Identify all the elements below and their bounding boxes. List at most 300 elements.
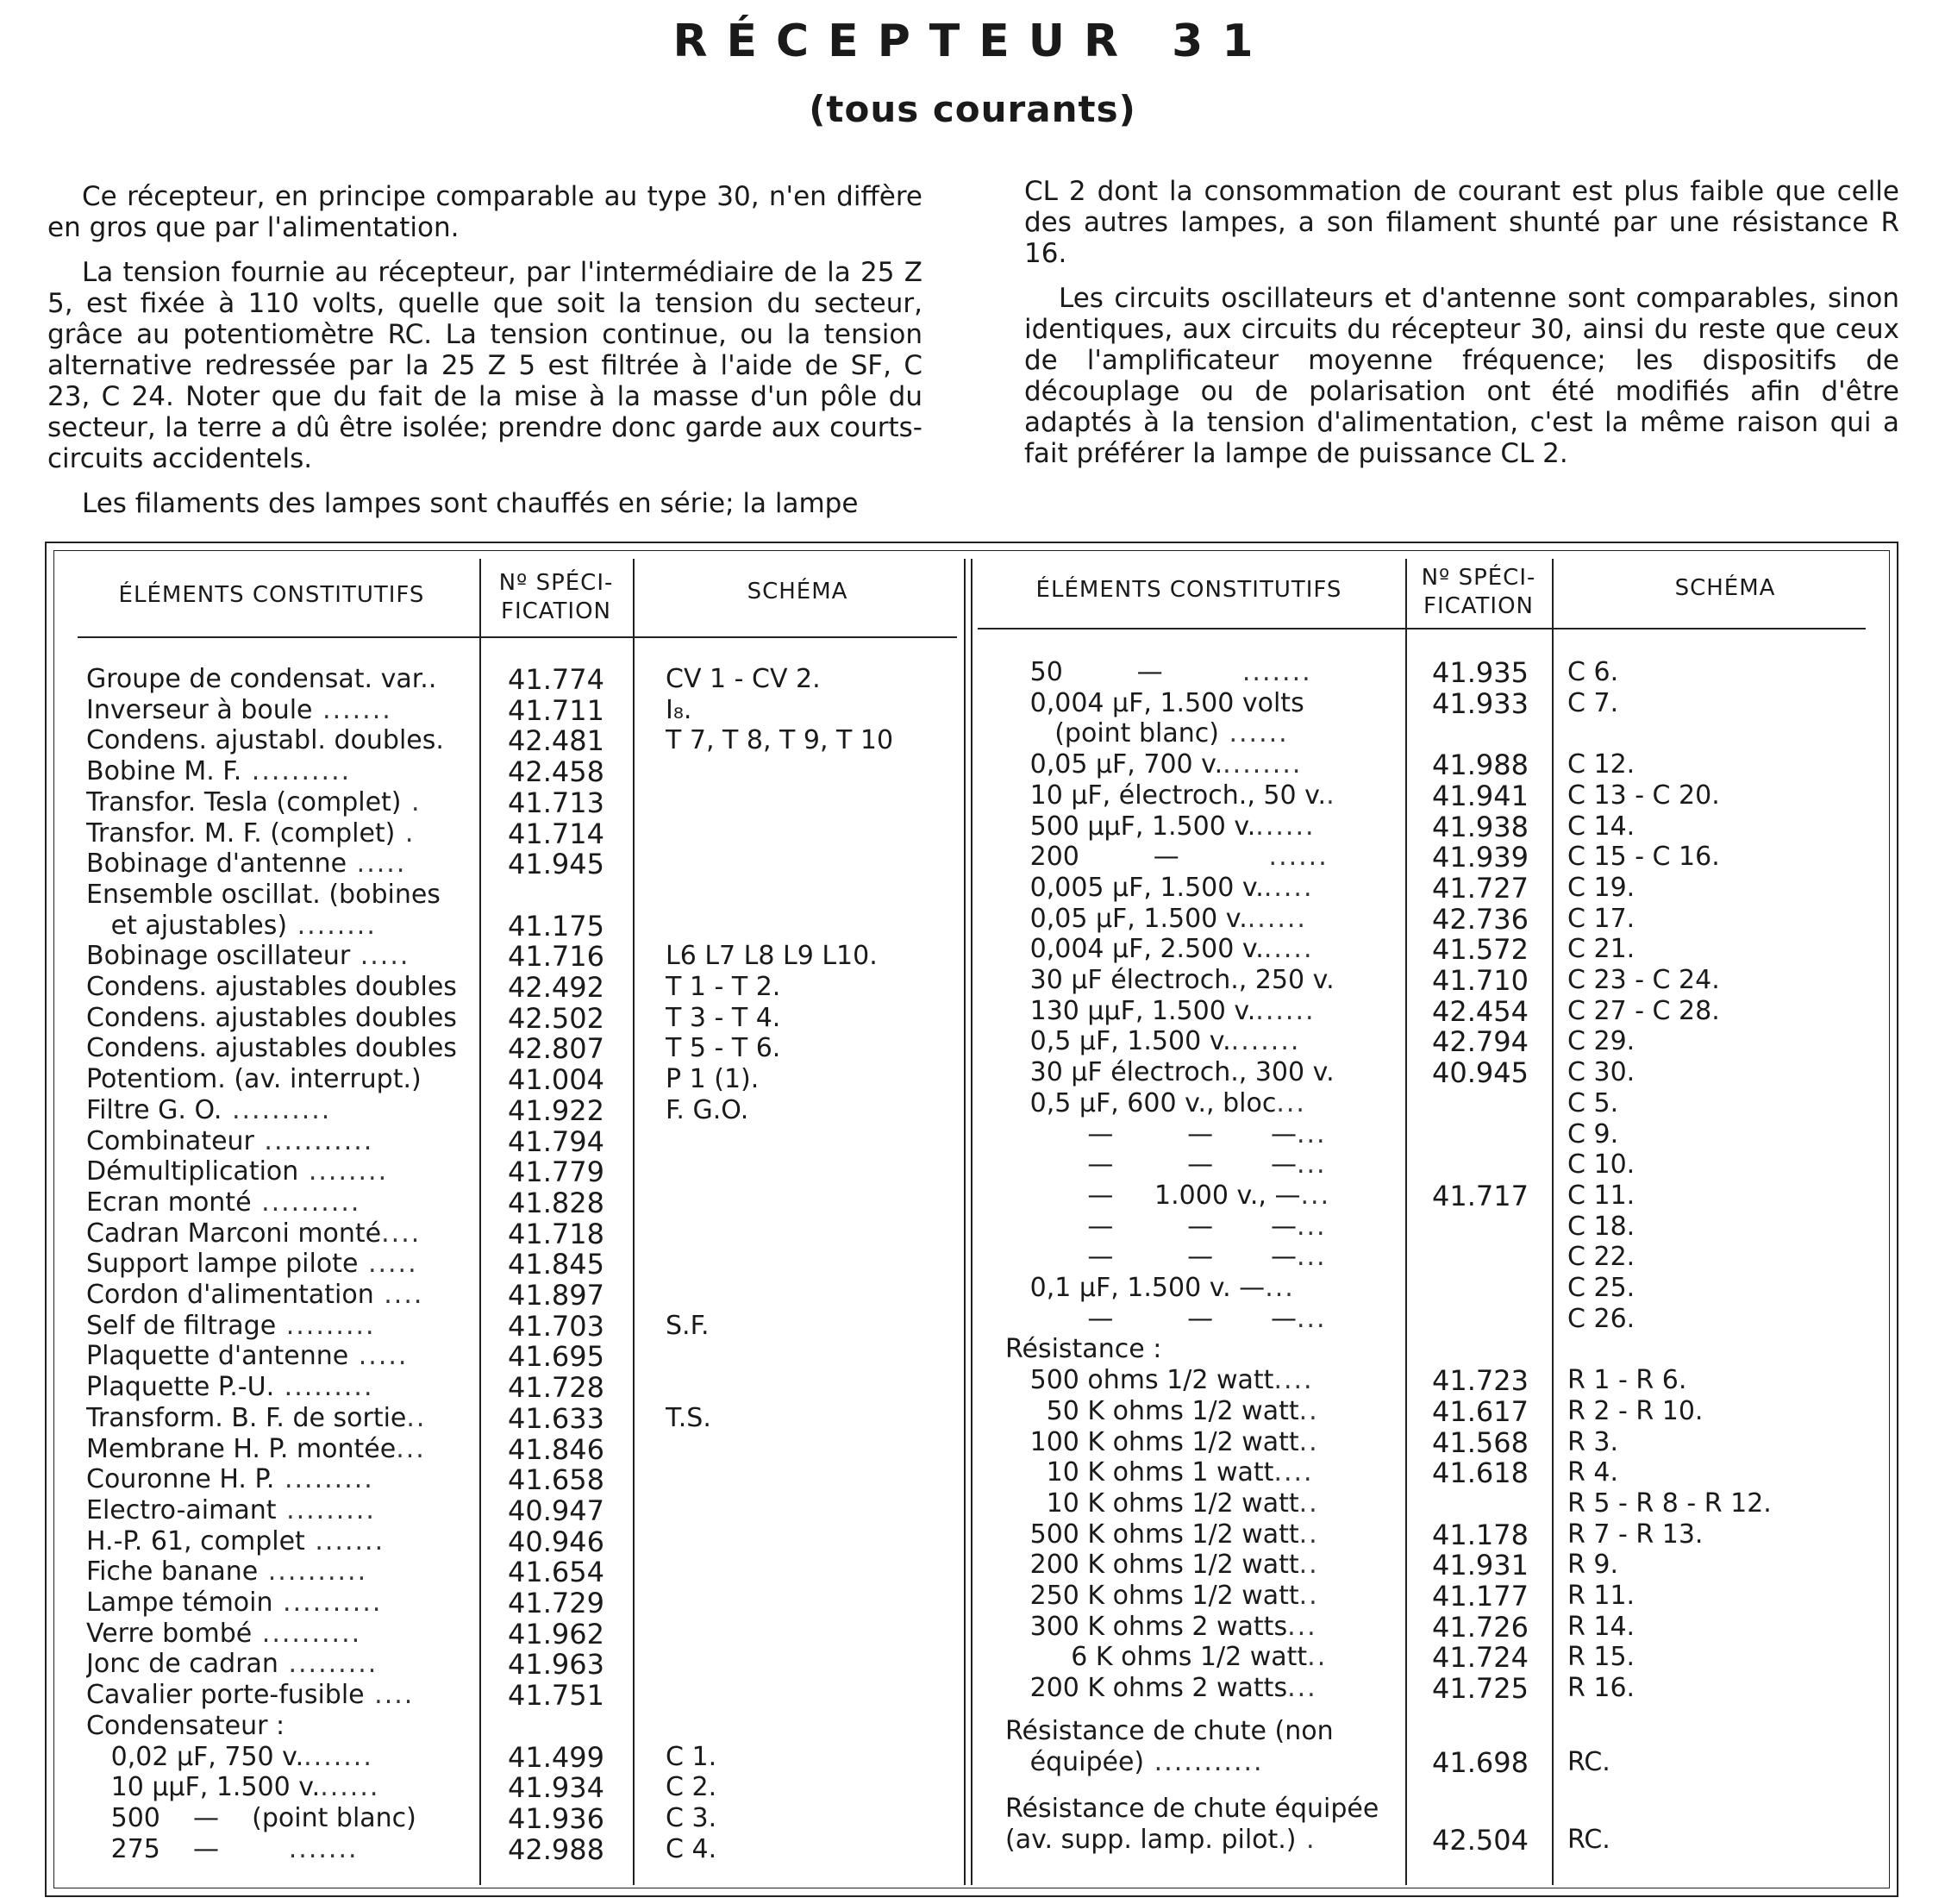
component-label: Bobinage oscillateur [86,941,351,972]
schema-ref: T 7, T 8, T 9, T 10 [666,725,894,756]
component-label: 0,1 μF, 1.500 v. — [1005,1273,1266,1303]
spec-number: 41.633 [508,1402,604,1434]
column-divider [964,559,966,1885]
component-name [86,1742,478,1773]
schema-ref: C 23 - C 24. [1567,965,1720,995]
table-row [1005,1242,1885,1273]
spec-number: 41.724 [1432,1642,1529,1674]
leader-dots: .. [1307,1642,1328,1673]
component-label: 6 K ohms 1/2 watt [1005,1642,1308,1673]
leader-dots: . [1296,1824,1316,1855]
leader-dots: ...... [1179,842,1329,873]
spec-number: 41.846 [508,1433,604,1465]
component-name [86,1156,478,1187]
component-name [1005,1365,1404,1396]
schema-ref: I₈. [666,694,692,725]
component-name [1005,1642,1404,1673]
component-name [1005,1181,1404,1212]
table-row [1005,718,1885,749]
table-row [1005,1149,1885,1181]
component-name [86,1187,478,1218]
component-label: — — — [1005,1303,1297,1334]
table-row [1005,1365,1885,1396]
component-label: 0,5 μF, 600 v., bloc [1005,1087,1277,1118]
components-table-left [86,664,957,1871]
component-name [86,1311,478,1342]
page-title: RÉCEPTEUR 31 [672,16,1273,67]
schema-ref: C 14. [1567,811,1635,842]
header-rule-left [78,636,957,638]
component-name [1005,934,1404,965]
leader-dots: .......... [258,1556,368,1588]
component-label: 130 μμF, 1.500 v. [1005,995,1256,1026]
spec-number: 41.695 [508,1341,604,1373]
component-name [1005,1212,1404,1243]
component-name [86,1003,478,1034]
table-row [1005,688,1885,719]
component-name [86,1280,478,1311]
schema-ref: C 15 - C 16. [1567,842,1720,873]
table-row [86,1156,957,1187]
leader-dots: .......... [252,1618,362,1649]
component-name [1005,996,1404,1027]
component-name [86,1803,478,1834]
spec-number: 41.933 [1432,687,1529,719]
component-label: Transfor. M. F. (complet) [86,817,396,849]
component-name [86,1218,478,1250]
table-row [86,1064,957,1095]
table-row [86,1588,957,1619]
component-label: Démultiplication [86,1156,299,1187]
spec-number: 41.938 [1432,811,1529,842]
spec-number: 41.727 [1432,872,1529,904]
table-row [86,1280,957,1311]
component-label: Condensateur : [86,1710,285,1741]
schema-ref: C 1. [666,1741,717,1772]
table-row [86,1311,957,1342]
schema-ref: R 11. [1567,1581,1635,1611]
table-row [1005,873,1885,904]
schema-ref: T.S. [666,1402,711,1433]
table-row [86,1003,957,1034]
schema-ref: C 12. [1567,749,1635,780]
table-row [1005,1612,1885,1643]
table-row [86,1033,957,1064]
component-label: 0,005 μF, 1.500 v. [1005,872,1264,903]
table-row [1005,1794,1885,1863]
schema-ref: CV 1 - CV 2. [666,664,821,694]
component-label: Groupe de condensat. var.. [86,664,437,694]
component-name [86,880,478,911]
spec-number: 41.988 [1432,749,1529,781]
component-label: Condens. ajustables doubles [86,1033,457,1064]
schema-ref: C 7. [1567,687,1619,718]
component-label: Plaquette P.-U. [86,1372,275,1403]
leader-dots: ........ [287,910,377,941]
schema-ref: R 1 - R 6. [1567,1365,1687,1396]
schema-ref: S.F. [666,1310,710,1341]
leader-dots: .......... [222,1094,332,1125]
spec-number: 41.175 [508,910,604,942]
table-row [86,1403,957,1434]
table-row [86,1619,957,1650]
table-row [1005,657,1885,688]
component-name [86,1033,478,1064]
header-spec-line: Nº SPÉCI- [1421,565,1536,591]
spec-number: 42.504 [1432,1824,1529,1856]
spec-number: 41.939 [1432,842,1529,874]
table-row [86,1095,957,1126]
table-row [86,1434,957,1465]
component-name [1005,1427,1404,1458]
leader-dots: ... [1296,1242,1327,1273]
table-row [1005,1057,1885,1088]
component-label: 275 — [86,1833,220,1864]
table-row [1005,1119,1885,1150]
table-row [86,725,957,756]
component-name [86,849,478,880]
header-spec-line: Nº SPÉCI- [498,570,614,596]
table-row [1005,965,1885,996]
schema-ref: C 19. [1567,872,1635,903]
intro-column-right [1024,176,1899,483]
component-name [1005,1519,1404,1550]
component-name [1005,688,1404,719]
leader-dots: .. [1298,1426,1319,1457]
component-label: 0,5 μF, 1.500 v. [1005,1026,1231,1057]
component-name [86,911,478,942]
spec-number: 42.988 [508,1833,604,1865]
leader-dots: ... [1300,1180,1331,1211]
leader-dots: ...... [1247,903,1307,934]
component-name [86,756,478,787]
component-name [86,1526,478,1557]
component-name [1005,1149,1404,1181]
header-spec-line: FICATION [1423,593,1534,619]
header-elements-left: ÉLÉMENTS CONSTITUTIFS [118,582,425,608]
leader-dots: .... [381,1218,422,1249]
leader-dots: .......... [272,1588,383,1618]
schema-ref: C 25. [1567,1273,1635,1303]
spec-number: 41.178 [1432,1519,1529,1550]
component-label: 50 K ohms 1/2 watt [1005,1395,1299,1426]
table-row [86,1126,957,1157]
component-label: Bobinage d'antenne [86,849,347,880]
table-row [1005,1396,1885,1427]
intro-paragraph: Les circuits oscillateurs et d'antenne sont comparables, sinon identiques, aux circuits du récepteur 30, ainsi du reste que ceux de l'amplificateur moyenne fréquence; les dispositifs de découplage ou de polarisation ont été modifiés afin d'être adaptés à la tension d'alimentation, c'est la même raison qui a fait préférer la lampe de puissance CL 2. [1024,283,1899,469]
table-row [86,756,957,787]
table-row [86,1495,957,1526]
component-name [86,972,478,1003]
component-label: (av. supp. lamp. pilot.) [1005,1824,1297,1855]
schema-ref: R 9. [1567,1550,1619,1581]
table-row [1005,1181,1885,1212]
spec-number: 41.717 [1432,1180,1529,1212]
component-label: 0,004 μF, 1.500 volts [1005,687,1304,718]
leader-dots: .. [1298,1395,1319,1426]
component-label: Filtre G. O. [86,1094,222,1125]
leader-dots: ......... [278,1649,378,1680]
leader-dots: ... [1265,1273,1295,1303]
table-row [86,695,957,726]
spec-number: 41.004 [508,1064,604,1096]
component-label: 0,05 μF, 700 v. [1005,749,1223,780]
spec-number: 42.492 [508,972,604,1003]
component-label: Ensemble oscillat. (bobines [86,879,441,910]
spec-number: 41.718 [508,1218,604,1250]
spec-number: 41.713 [508,786,604,818]
table-row [1005,934,1885,965]
table-row [1005,996,1885,1027]
intro-paragraph: La tension fournie au récepteur, par l'intermédiaire de la 25 Z 5, est fixée à 110 volts, quelle que soit la tension du secteur, grâce au potentiomètre RC. La tension continue, ou la tension alternative redressée par la 25 Z 5 est filtrée à l'aide de SF, C 23, C 24. Noter que du fait de la mise à la masse d'un pôle du secteur, la terre a dû être isolée; prendre donc garde aux courts-circuits accidentels. [47,257,922,474]
component-name [1005,718,1404,749]
leader-dots: . [401,786,422,817]
component-name [86,818,478,849]
leader-dots: ....... [219,1833,359,1864]
component-name [86,1680,478,1711]
table-row [1005,1304,1885,1335]
spec-number: 41.794 [508,1125,604,1157]
schema-ref: R 2 - R 10. [1567,1395,1704,1426]
component-name [1005,1242,1404,1273]
spec-number: 42.807 [508,1033,604,1065]
component-label: H.-P. 61, complet [86,1525,305,1556]
spec-number: 41.963 [508,1649,604,1681]
table-row [86,1803,957,1834]
component-name [1005,811,1404,842]
component-label: Bobine M. F. [86,756,242,787]
leader-dots: .... [373,1280,424,1310]
schema-ref: T 3 - T 4. [666,1002,781,1033]
component-label: Cadran Marconi monté [86,1218,382,1249]
header-spec-left [485,569,628,626]
schema-ref: C 9. [1567,1118,1619,1149]
component-name [86,1588,478,1619]
component-name [1005,842,1404,873]
leader-dots: ........... [1144,1746,1264,1777]
component-name [86,664,478,695]
component-label: Couronne H. P. [86,1464,275,1495]
component-name [86,941,478,972]
component-name [1005,873,1404,904]
leader-dots: ... [1287,1611,1317,1642]
spec-number: 42.502 [508,1002,604,1034]
component-name [1005,1612,1404,1643]
component-name [1005,904,1404,935]
component-label: (point blanc) [1005,718,1219,749]
leader-dots: .. [406,1402,427,1433]
component-name [1005,657,1404,688]
table-row [1005,1581,1885,1612]
leader-dots: ........ [1223,749,1303,780]
spec-number: 41.922 [508,1094,604,1126]
schema-ref: RC. [1567,1746,1610,1777]
spec-number: 41.931 [1432,1550,1529,1581]
schema-ref: C 27 - C 28. [1567,995,1720,1026]
table-row [1005,842,1885,873]
page-subtitle: (tous courants) [809,88,1136,130]
leader-dots: .. [1298,1519,1319,1550]
leader-dots: ......... [276,1310,376,1341]
component-name [1005,1825,1404,1856]
component-name [1005,1581,1404,1612]
schema-ref: C 10. [1567,1149,1635,1181]
component-label: Potentiom. (av. interrupt.) [86,1064,422,1095]
component-name [1005,1334,1404,1365]
intro-paragraph: Ce récepteur, en principe comparable au type 30, n'en diffère en gros que par l'alimentation. [47,181,922,243]
component-label: Fiche banane [86,1556,259,1588]
schema-ref: C 17. [1567,903,1635,934]
component-name [86,725,478,756]
component-name [1005,1057,1404,1088]
component-name [86,1619,478,1650]
component-label: Support lampe pilote [86,1249,359,1280]
component-name [86,1649,478,1680]
schema-ref: C 18. [1567,1211,1635,1242]
table-row [1005,1457,1885,1488]
component-name [86,1495,478,1526]
leader-dots: ....... [1230,1026,1301,1057]
leader-dots: ... [1296,1149,1327,1181]
spec-number: 41.936 [508,1802,604,1834]
leader-dots: .......... [241,756,352,787]
intro-paragraph: Les filaments des lampes sont chauffés en série; la lampe [82,488,859,519]
schema-ref: RC. [1567,1824,1610,1855]
leader-dots: ......... [276,1494,376,1525]
component-label: Combinateur [86,1125,254,1156]
component-name [1005,1026,1404,1057]
component-label: Résistance : [1005,1334,1162,1365]
table-row [86,1772,957,1803]
table-row [86,941,957,972]
header-schema-left: SCHÉMA [747,579,848,604]
component-name [1005,1550,1404,1581]
spec-number: 41.725 [1432,1673,1529,1705]
leader-dots: ......... [274,1464,374,1495]
component-name [1005,1304,1404,1335]
component-label: 10 μμF, 1.500 v. [86,1772,321,1803]
component-label: Condens. ajustables doubles [86,1002,457,1033]
schema-ref: C 26. [1567,1303,1635,1334]
leader-dots: .. [1298,1488,1319,1519]
leader-dots: ...... [1255,995,1316,1026]
table-row [1005,1088,1885,1119]
schema-ref: C 29. [1567,1026,1635,1057]
schema-ref: L6 L7 L8 L9 L10. [666,941,878,972]
components-table-right [1005,657,1885,1882]
leader-dots: ........... [253,1125,374,1156]
component-name [86,1834,478,1865]
column-divider [971,559,972,1885]
schema-ref: T 1 - T 2. [666,972,781,1002]
leader-dots: ... [1287,1673,1317,1704]
component-name [1005,1457,1404,1488]
spec-number: 41.714 [508,817,604,849]
component-label: Cordon d'alimentation [86,1280,374,1310]
component-label: 500 μμF, 1.500 v. [1005,811,1256,842]
component-label: Self de filtrage [86,1310,277,1341]
component-label: 0,004 μF, 2.500 v. [1005,934,1264,965]
component-label: 30 μF électroch., 300 v. [1005,1057,1335,1088]
table-row [1005,780,1885,811]
spec-number: 41.698 [1432,1746,1529,1778]
component-label: 0,05 μF, 1.500 v. [1005,903,1248,934]
table-row [86,849,957,880]
schema-ref: C 3. [666,1802,717,1833]
spec-number: 42.794 [1432,1026,1529,1058]
header-spec-right [1410,564,1547,621]
component-label: — — — [1005,1118,1297,1149]
table-row [1005,1273,1885,1304]
table-row [86,664,957,695]
schema-ref: R 15. [1567,1642,1635,1673]
intro-paragraph: CL 2 dont la consommation de courant est plus faible que celle des autres lampes, a son filament shunté par une résistance R 16. [1024,176,1899,269]
component-label: Inverseur à boule [86,694,313,725]
component-label: 10 μF, électroch., 50 v. [1005,780,1327,811]
component-label: — — — [1005,1149,1297,1181]
spec-number: 41.617 [1432,1395,1529,1427]
component-name [1005,749,1404,780]
leader-dots: ... [1296,1303,1327,1334]
component-label: Cavalier porte-fusible [86,1680,365,1711]
schema-ref: C 30. [1567,1057,1635,1088]
component-name [86,1341,478,1372]
leader-dots: ..... [358,1249,418,1280]
leader-dots: ....... [1162,657,1312,687]
component-label: Résistance de chute équipée [1005,1793,1379,1824]
leader-dots: . [395,817,416,849]
table-row [86,1464,957,1495]
component-name [86,1372,478,1403]
spec-number: 41.945 [508,849,604,880]
schema-ref: C 4. [666,1833,717,1864]
spec-number: 40.947 [508,1494,604,1526]
spec-number: 41.568 [1432,1426,1529,1458]
spec-number: 41.729 [508,1588,604,1619]
component-label: équipée) [1005,1746,1145,1777]
component-label: et ajustables) [86,910,288,941]
component-name [1005,1673,1404,1704]
spec-number: 41.828 [508,1187,604,1218]
leader-dots: ..... [1263,934,1314,965]
component-name [86,1556,478,1588]
component-label: Lampe témoin [86,1588,273,1618]
spec-number: 42.481 [508,725,604,757]
table-row [86,818,957,849]
spec-number: 41.728 [508,1372,604,1404]
spec-number: 41.897 [508,1280,604,1311]
spec-number: 41.934 [508,1772,604,1804]
spec-number: 41.723 [1432,1365,1529,1397]
table-row [86,1218,957,1250]
schema-ref: R 4. [1567,1457,1619,1488]
leader-dots: .. [1298,1550,1319,1581]
leader-dots: .......... [251,1187,361,1218]
component-label: Membrane H. P. montée [86,1433,397,1464]
table-row [86,911,957,942]
component-label: 200 K ohms 2 watts [1005,1673,1288,1704]
leader-dots: .... [1273,1457,1314,1488]
table-row [86,1680,957,1711]
component-label: Ecran monté [86,1187,252,1218]
schema-ref: C 13 - C 20. [1567,780,1720,811]
header-rule-right [978,628,1866,629]
component-name [86,1434,478,1465]
table-row [86,787,957,818]
component-label: 100 K ohms 1/2 watt [1005,1426,1299,1457]
component-name [86,1095,478,1126]
table-row [1005,904,1885,935]
